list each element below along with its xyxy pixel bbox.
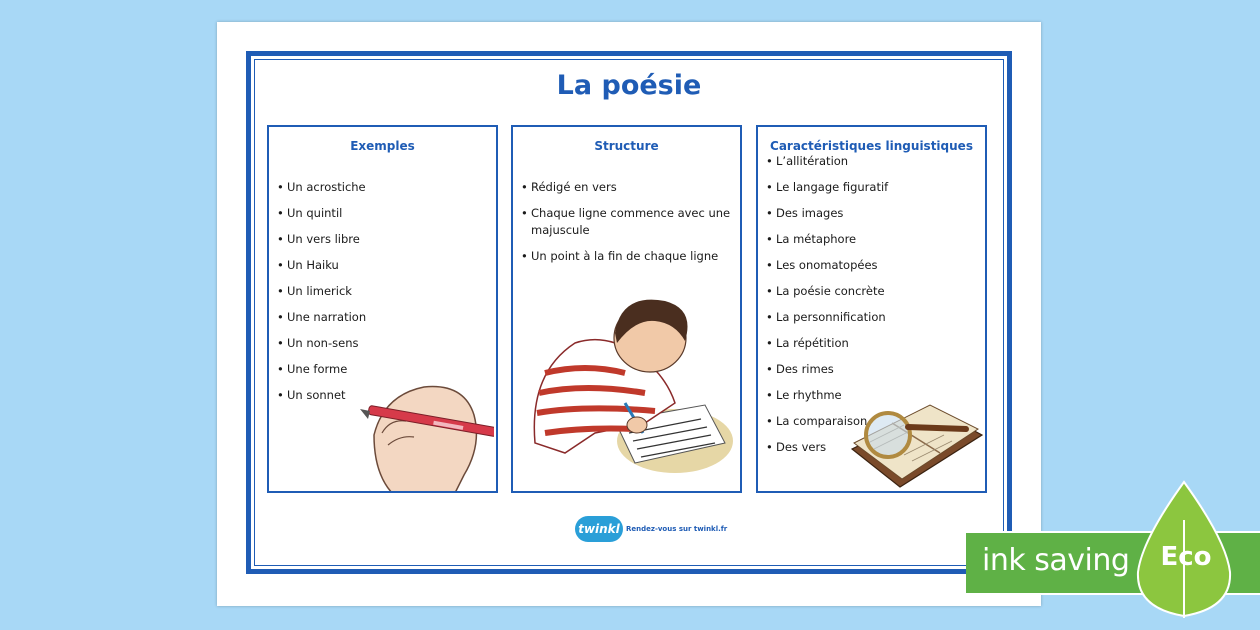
list-item: • Le rhythme (766, 387, 977, 413)
column-caracteristiques (756, 125, 987, 493)
list-item: • La poésie concrète (766, 283, 977, 309)
list-item: • Une forme (277, 361, 488, 387)
poster-sheet (217, 22, 1041, 606)
list-item: • Chaque ligne commence avec une majuscule (521, 205, 732, 239)
list-item: • Une narration (277, 309, 488, 335)
ink-saving-label: ink saving (982, 543, 1130, 578)
list-item: • Un limerick (277, 283, 488, 309)
list-item: • Un non-sens (277, 335, 488, 361)
column-heading: Structure (594, 139, 659, 153)
list-item: • Un sonnet (277, 387, 488, 413)
list-item: • Un Haiku (277, 257, 488, 283)
list-item: • Des images (766, 205, 977, 231)
page-title: La poésie (556, 70, 702, 101)
hand-writing-illustration (354, 375, 494, 493)
list-item: • L’allitération (766, 153, 977, 179)
column-structure (511, 125, 742, 493)
list-item: • Les onomatopées (766, 257, 977, 283)
list-item: • Rédigé en vers (521, 179, 732, 196)
list-item: • Un quintil (277, 205, 488, 231)
book-magnifier-illustration (844, 389, 986, 493)
column-heading: Caractéristiques linguistiques (770, 139, 973, 153)
list-item: • La personnification (766, 309, 977, 335)
list-item: • La répétition (766, 335, 977, 361)
list-item: • La comparaison (766, 413, 977, 439)
column-exemples (267, 125, 498, 493)
list-item: • Le langage figuratif (766, 179, 977, 205)
list-item: • Un vers libre (277, 231, 488, 257)
eco-label: Eco (1160, 542, 1212, 572)
list-item: • Un point à la fin de chaque ligne (521, 248, 732, 265)
list-item: • Des vers (766, 439, 977, 465)
column-heading: Exemples (350, 139, 415, 153)
list-item: • Des rimes (766, 361, 977, 387)
footer-link[interactable]: Rendez-vous sur twinkl.fr (626, 525, 728, 533)
list-item: • La métaphore (766, 231, 977, 257)
structure-list (521, 179, 732, 274)
child-writing-illustration (525, 293, 735, 483)
twinkl-logo[interactable]: twinkl (575, 516, 623, 542)
footer (575, 516, 727, 542)
list-item: • Un acrostiche (277, 179, 488, 205)
